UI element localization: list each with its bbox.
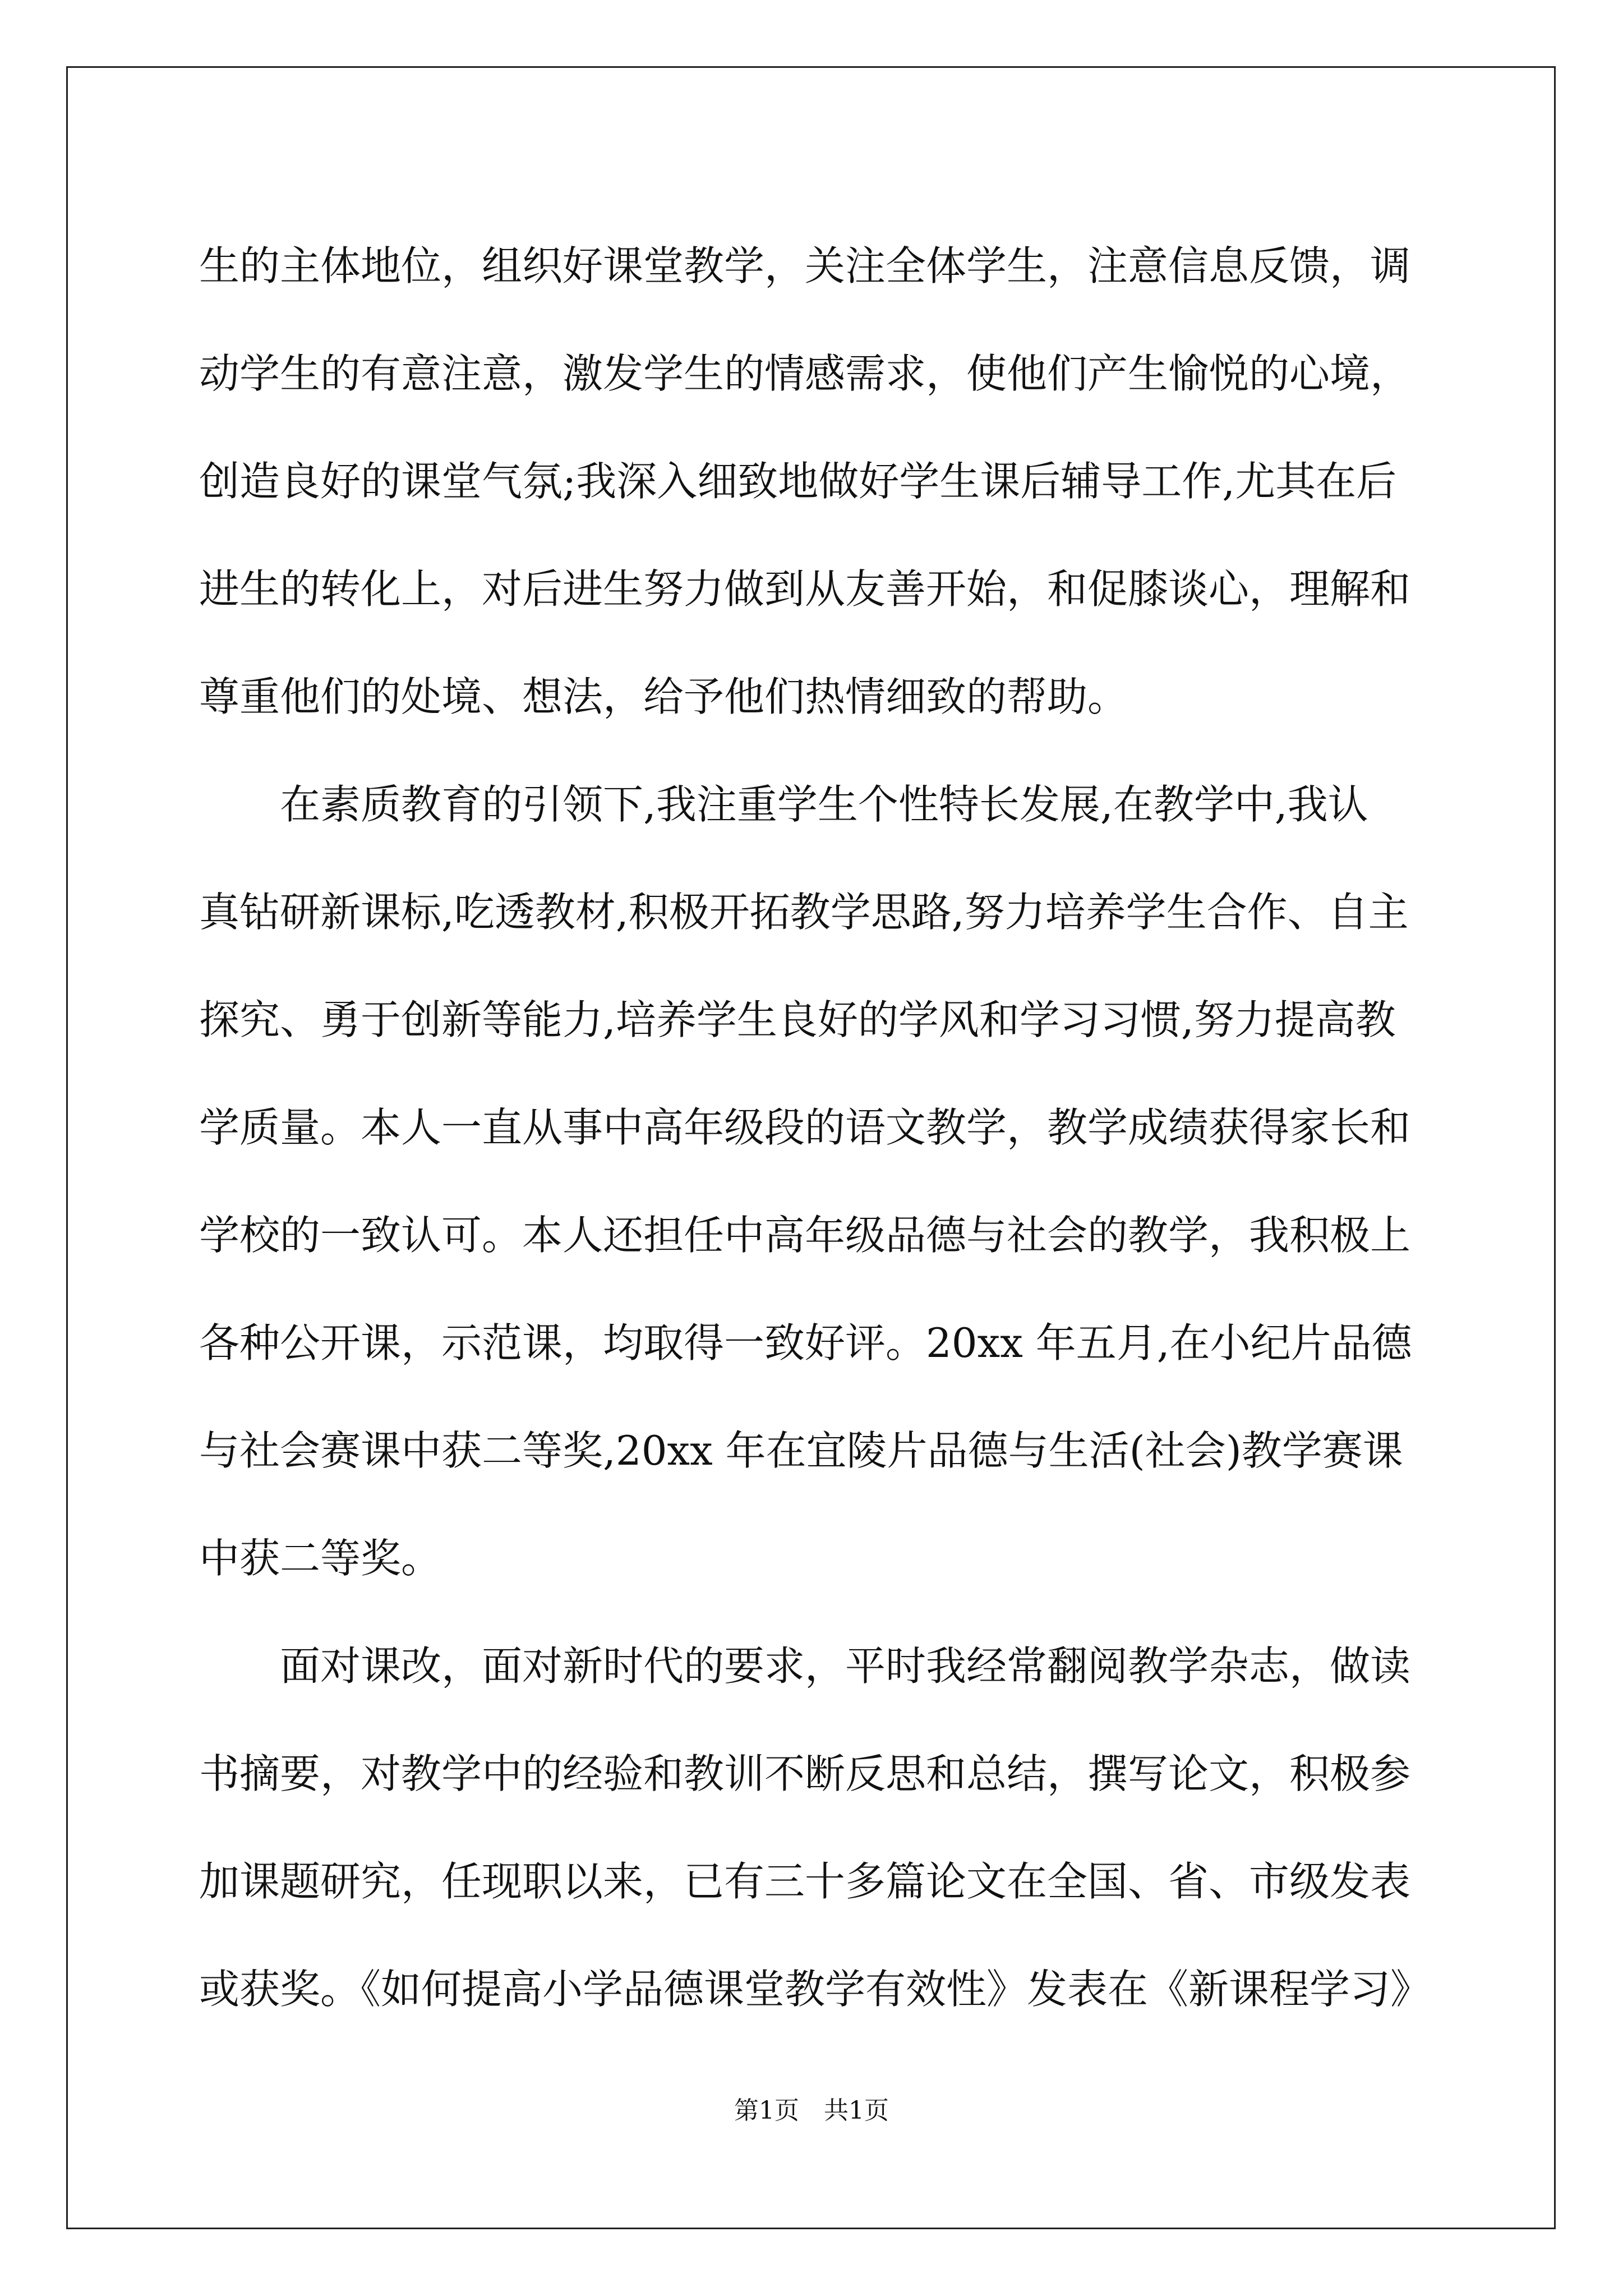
text-line-11: 各种公开课，示范课，均取得一致好评。20xx 年五月,在小纪片品德: [199, 1319, 1412, 1366]
text-line-10: 学校的一致认可。本人还担任中高年级品德与社会的教学，我积极上: [199, 1212, 1411, 1259]
text-line-6: 在素质教育的引领下,我注重学生个性特长发展,在教学中,我认: [199, 781, 1368, 828]
text-line-12: 与社会赛课中获二等奖,20xx 年在宜陵片品德与生活(社会)教学赛课: [199, 1427, 1403, 1474]
text-line-4: 进生的转化上，对后进生努力做到从友善开始，和促膝谈心，理解和: [199, 565, 1411, 613]
text-line-16: 加课题研究，任现职以来，已有三十多篇论文在全国、省、市级发表: [199, 1858, 1411, 1905]
text-line-17: 或获奖。《如何提高小学品德课堂教学有效性》发表在《新课程学习》: [199, 1966, 1431, 2013]
text-line-2: 动学生的有意注意，激发学生的情感需求，使他们产生愉悦的心境，: [199, 350, 1411, 397]
page-number-label: 第1页 共1页: [734, 2096, 889, 2125]
text-line-1: 生的主体地位，组织好课堂教学，关注全体学生，注意信息反馈，调: [199, 242, 1411, 289]
text-line-5: 尊重他们的处境、想法，给予他们热情细致的帮助。: [199, 673, 1128, 720]
text-line-8: 探究、勇于创新等能力,培养学生良好的学风和学习习惯,努力提高教: [199, 996, 1396, 1043]
text-line-3: 创造良好的课堂气氛;我深入细致地做好学生课后辅导工作,尤其在后: [199, 458, 1397, 505]
text-line-13: 中获二等奖。: [199, 1535, 442, 1582]
text-line-7: 真钻研新课标,吃透教材,积极开拓教学思路,努力培养学生合作、自主: [199, 889, 1409, 936]
document-body: [199, 212, 1433, 2043]
text-line-9: 学质量。本人一直从事中高年级段的语文教学，教学成绩获得家长和: [199, 1104, 1411, 1151]
text-line-15: 书摘要，对教学中的经验和教训不断反思和总结，撰写论文，积极参: [199, 1750, 1411, 1797]
page-footer: [0, 2094, 1623, 2128]
text-line-14: 面对课改，面对新时代的要求，平时我经常翻阅教学杂志，做读: [199, 1642, 1411, 1690]
